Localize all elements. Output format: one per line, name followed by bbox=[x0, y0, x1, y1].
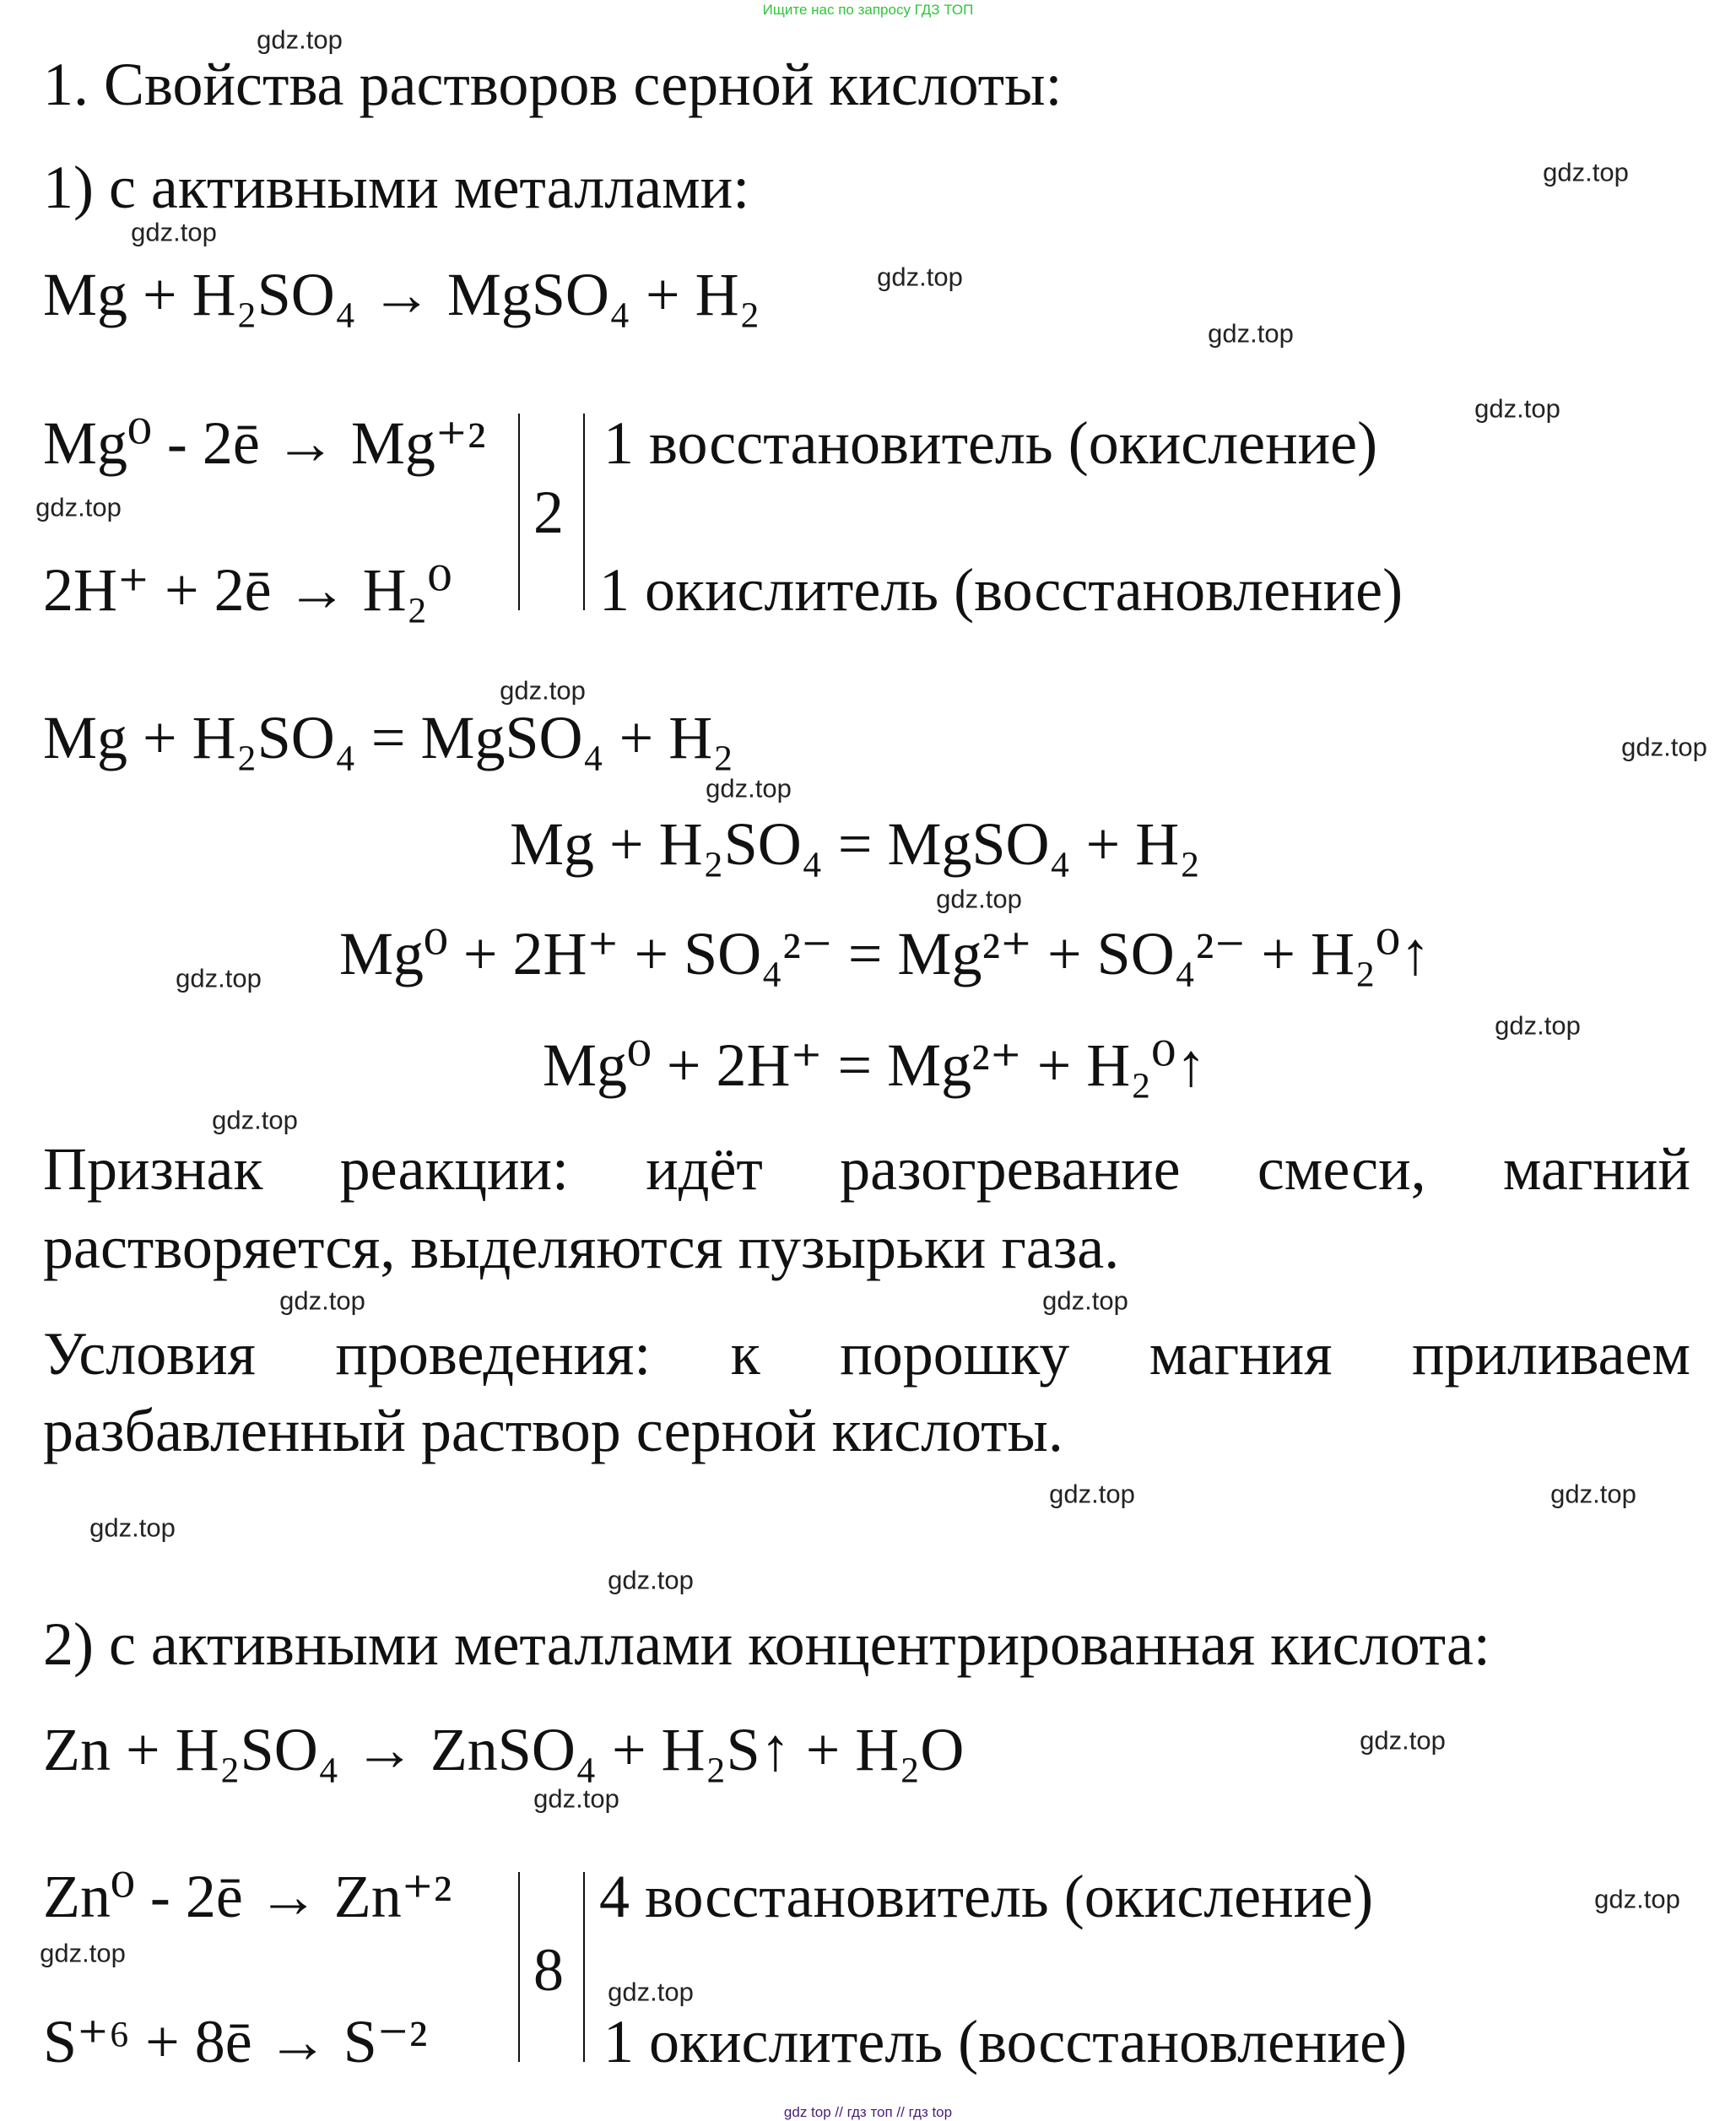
watermark: gdz.top bbox=[1049, 1479, 1135, 1509]
electron-lcm: 2 bbox=[533, 479, 564, 546]
balance-divider bbox=[583, 1872, 585, 2062]
watermark: gdz.top bbox=[936, 884, 1022, 914]
conditions-line: разбавленный раствор серной кислоты. bbox=[43, 1397, 1063, 1464]
reaction-sign-line: растворяется, выделяются пузырьки газа. bbox=[43, 1214, 1120, 1281]
watermark: gdz.top bbox=[1208, 318, 1294, 349]
molecular-equation: Mg + H₂SO₄ = MgSO₄ + H₂ bbox=[510, 810, 1201, 878]
watermark: gdz.top bbox=[35, 492, 122, 522]
balance-divider bbox=[518, 414, 520, 610]
half-reaction-oxidation: Mg⁰ - 2ē → Mg⁺² bbox=[43, 409, 486, 477]
reaction-scheme-zn: Zn + H₂SO₄ → ZnSO₄ + H₂S↑ + H₂O bbox=[43, 1716, 965, 1783]
oxidizer-role: 1 окислитель (восстановление) bbox=[599, 556, 1403, 624]
watermark: gdz.top bbox=[1360, 1725, 1446, 1756]
half-reaction-reduction: 2H⁺ + 2ē → H₂⁰ bbox=[43, 556, 452, 624]
reducer-role: 1 восстановитель (окисление) bbox=[603, 409, 1378, 477]
balance-divider bbox=[583, 414, 585, 610]
conditions-line: Условия проведения: к порошку магния приливаем bbox=[43, 1320, 1690, 1388]
balanced-equation: Mg + H₂SO₄ = MgSO₄ + H₂ bbox=[43, 704, 734, 771]
watermark: gdz.top bbox=[500, 675, 586, 706]
section1-heading: 1) с активными металлами: bbox=[43, 154, 750, 221]
watermark: gdz.top bbox=[279, 1285, 365, 1316]
footer-watermark: gdz top // гдз топ // гдз top bbox=[783, 2104, 953, 2120]
watermark: gdz.top bbox=[533, 1783, 619, 1814]
half-reaction-reduction: S⁺⁶ + 8ē → S⁻² bbox=[43, 2008, 428, 2075]
watermark: gdz.top bbox=[40, 1938, 126, 1968]
balance-divider bbox=[518, 1872, 520, 2062]
watermark: gdz.top bbox=[212, 1105, 298, 1135]
watermark: gdz.top bbox=[608, 1977, 694, 2007]
watermark: gdz.top bbox=[1543, 157, 1629, 187]
reducer-role: 4 восстановитель (окисление) bbox=[599, 1863, 1374, 1930]
page-title: 1. Свойства растворов серной кислоты: bbox=[43, 51, 1063, 118]
watermark: gdz.top bbox=[1474, 393, 1560, 424]
watermark: gdz.top bbox=[1594, 1884, 1680, 1914]
watermark: gdz.top bbox=[257, 24, 343, 55]
electron-lcm: 8 bbox=[533, 1936, 564, 2004]
short-ionic-equation: Mg⁰ + 2H⁺ = Mg²⁺ + H₂⁰↑ bbox=[543, 1031, 1207, 1099]
watermark: gdz.top bbox=[1621, 732, 1707, 762]
oxidizer-role: 1 окислитель (восстановление) bbox=[603, 2008, 1408, 2075]
reaction-scheme-mg: Mg + H₂SO₄ → MgSO₄ + H₂ bbox=[43, 261, 760, 328]
watermark: gdz.top bbox=[1550, 1479, 1636, 1509]
watermark: gdz.top bbox=[1042, 1285, 1128, 1316]
watermark: gdz.top bbox=[131, 217, 217, 247]
watermark: gdz.top bbox=[1495, 1010, 1581, 1041]
search-banner: Ищите нас по запросу ГДЗ ТОП bbox=[762, 2, 974, 18]
watermark: gdz.top bbox=[176, 963, 262, 993]
section2-heading: 2) с активными металлами концентрированная кислота: bbox=[43, 1610, 1490, 1678]
half-reaction-oxidation: Zn⁰ - 2ē → Zn⁺² bbox=[43, 1863, 452, 1930]
watermark: gdz.top bbox=[89, 1512, 176, 1543]
reaction-sign-line: Признак реакции: идёт разогревание смеси, магний bbox=[43, 1135, 1690, 1203]
full-ionic-equation: Mg⁰ + 2H⁺ + SO₄²⁻ = Mg²⁺ + SO₄²⁻ + H₂⁰↑ bbox=[339, 920, 1430, 987]
watermark: gdz.top bbox=[877, 262, 963, 292]
watermark: gdz.top bbox=[706, 773, 792, 803]
watermark: gdz.top bbox=[608, 1565, 694, 1595]
